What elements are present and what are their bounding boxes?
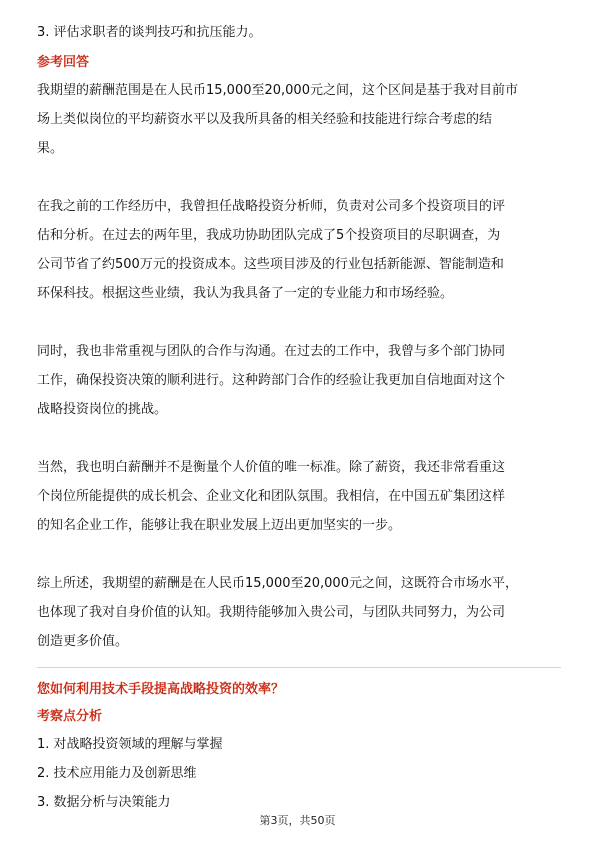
answer-paragraph — [37, 569, 561, 656]
paragraph-line: 环保科技。根据这些业绩，我认为我具备了一定的专业能力和市场经验。 — [37, 286, 454, 301]
analysis-point: 1. 对战略投资领域的理解与掌握 — [37, 737, 223, 752]
answer-section — [37, 18, 561, 656]
page-number: 第3页，共50页 — [259, 814, 336, 827]
question-section — [37, 676, 561, 817]
paragraph-line: 公司节省了约500万元的投资成本。这些项目涉及的行业包括新能源、智能制造和 — [37, 257, 504, 272]
paragraph-gap — [37, 424, 561, 453]
paragraph-gap — [37, 163, 561, 192]
paragraph-line: 当然，我也明白薪酬并不是衡量个人价值的唯一标准。除了薪资，我还非常看重这 — [37, 460, 506, 475]
analysis-point: 3. 数据分析与决策能力 — [37, 795, 171, 810]
answer-paragraph — [37, 76, 561, 163]
answer-paragraph — [37, 453, 561, 540]
paragraph-line: 战略投资岗位的挑战。 — [37, 402, 168, 417]
analysis-point: 2. 技术应用能力及创新思维 — [37, 766, 197, 781]
paragraph-line: 我期望的薪酬范围是在人民币15,000至20,000元之间，这个区间是基于我对目前市 — [37, 83, 518, 98]
paragraph-line: 的知名企业工作，能够让我在职业发展上迈出更加坚实的一步。 — [37, 518, 402, 533]
paragraph-gap — [37, 308, 561, 337]
evaluation-point: 3. 评估求职者的谈判技巧和抗压能力。 — [37, 25, 262, 40]
question-title: 您如何利用技术手段提高战略投资的效率？ — [37, 682, 285, 697]
analysis-heading: 考察点分析 — [37, 709, 103, 724]
answer-paragraph — [37, 192, 561, 308]
answer-body — [37, 76, 561, 656]
paragraph-line: 估和分析。在过去的两年里，我成功协助团队完成了5个投资项目的尽职调查，为 — [37, 228, 501, 243]
paragraph-line: 也体现了我对自身价值的认知。我期待能够加入贵公司，与团队共同努力，为公司 — [37, 605, 506, 620]
paragraph-line: 同时，我也非常重视与团队的合作与沟通。在过去的工作中，我曾与多个部门协同 — [37, 344, 506, 359]
paragraph-line: 创造更多价值。 — [37, 634, 129, 649]
answer-heading: 参考回答 — [37, 55, 90, 70]
paragraph-gap — [37, 540, 561, 569]
paragraph-line: 综上所述，我期望的薪酬是在人民币15,000至20,000元之间，这既符合市场水平， — [37, 576, 518, 591]
paragraph-line: 果。 — [37, 141, 64, 156]
paragraph-line: 工作，确保投资决策的顺利进行。这种跨部门合作的经验让我更加自信地面对这个 — [37, 373, 506, 388]
paragraph-line: 个岗位所能提供的成长机会、企业文化和团队氛围。我相信，在中国五矿集团这样 — [37, 489, 506, 504]
section-divider — [37, 667, 561, 668]
paragraph-line: 在我之前的工作经历中，我曾担任战略投资分析师，负责对公司多个投资项目的评 — [37, 199, 506, 214]
paragraph-line: 场上类似岗位的平均薪资水平以及我所具备的相关经验和技能进行综合考虑的结 — [37, 112, 493, 127]
answer-paragraph — [37, 337, 561, 424]
